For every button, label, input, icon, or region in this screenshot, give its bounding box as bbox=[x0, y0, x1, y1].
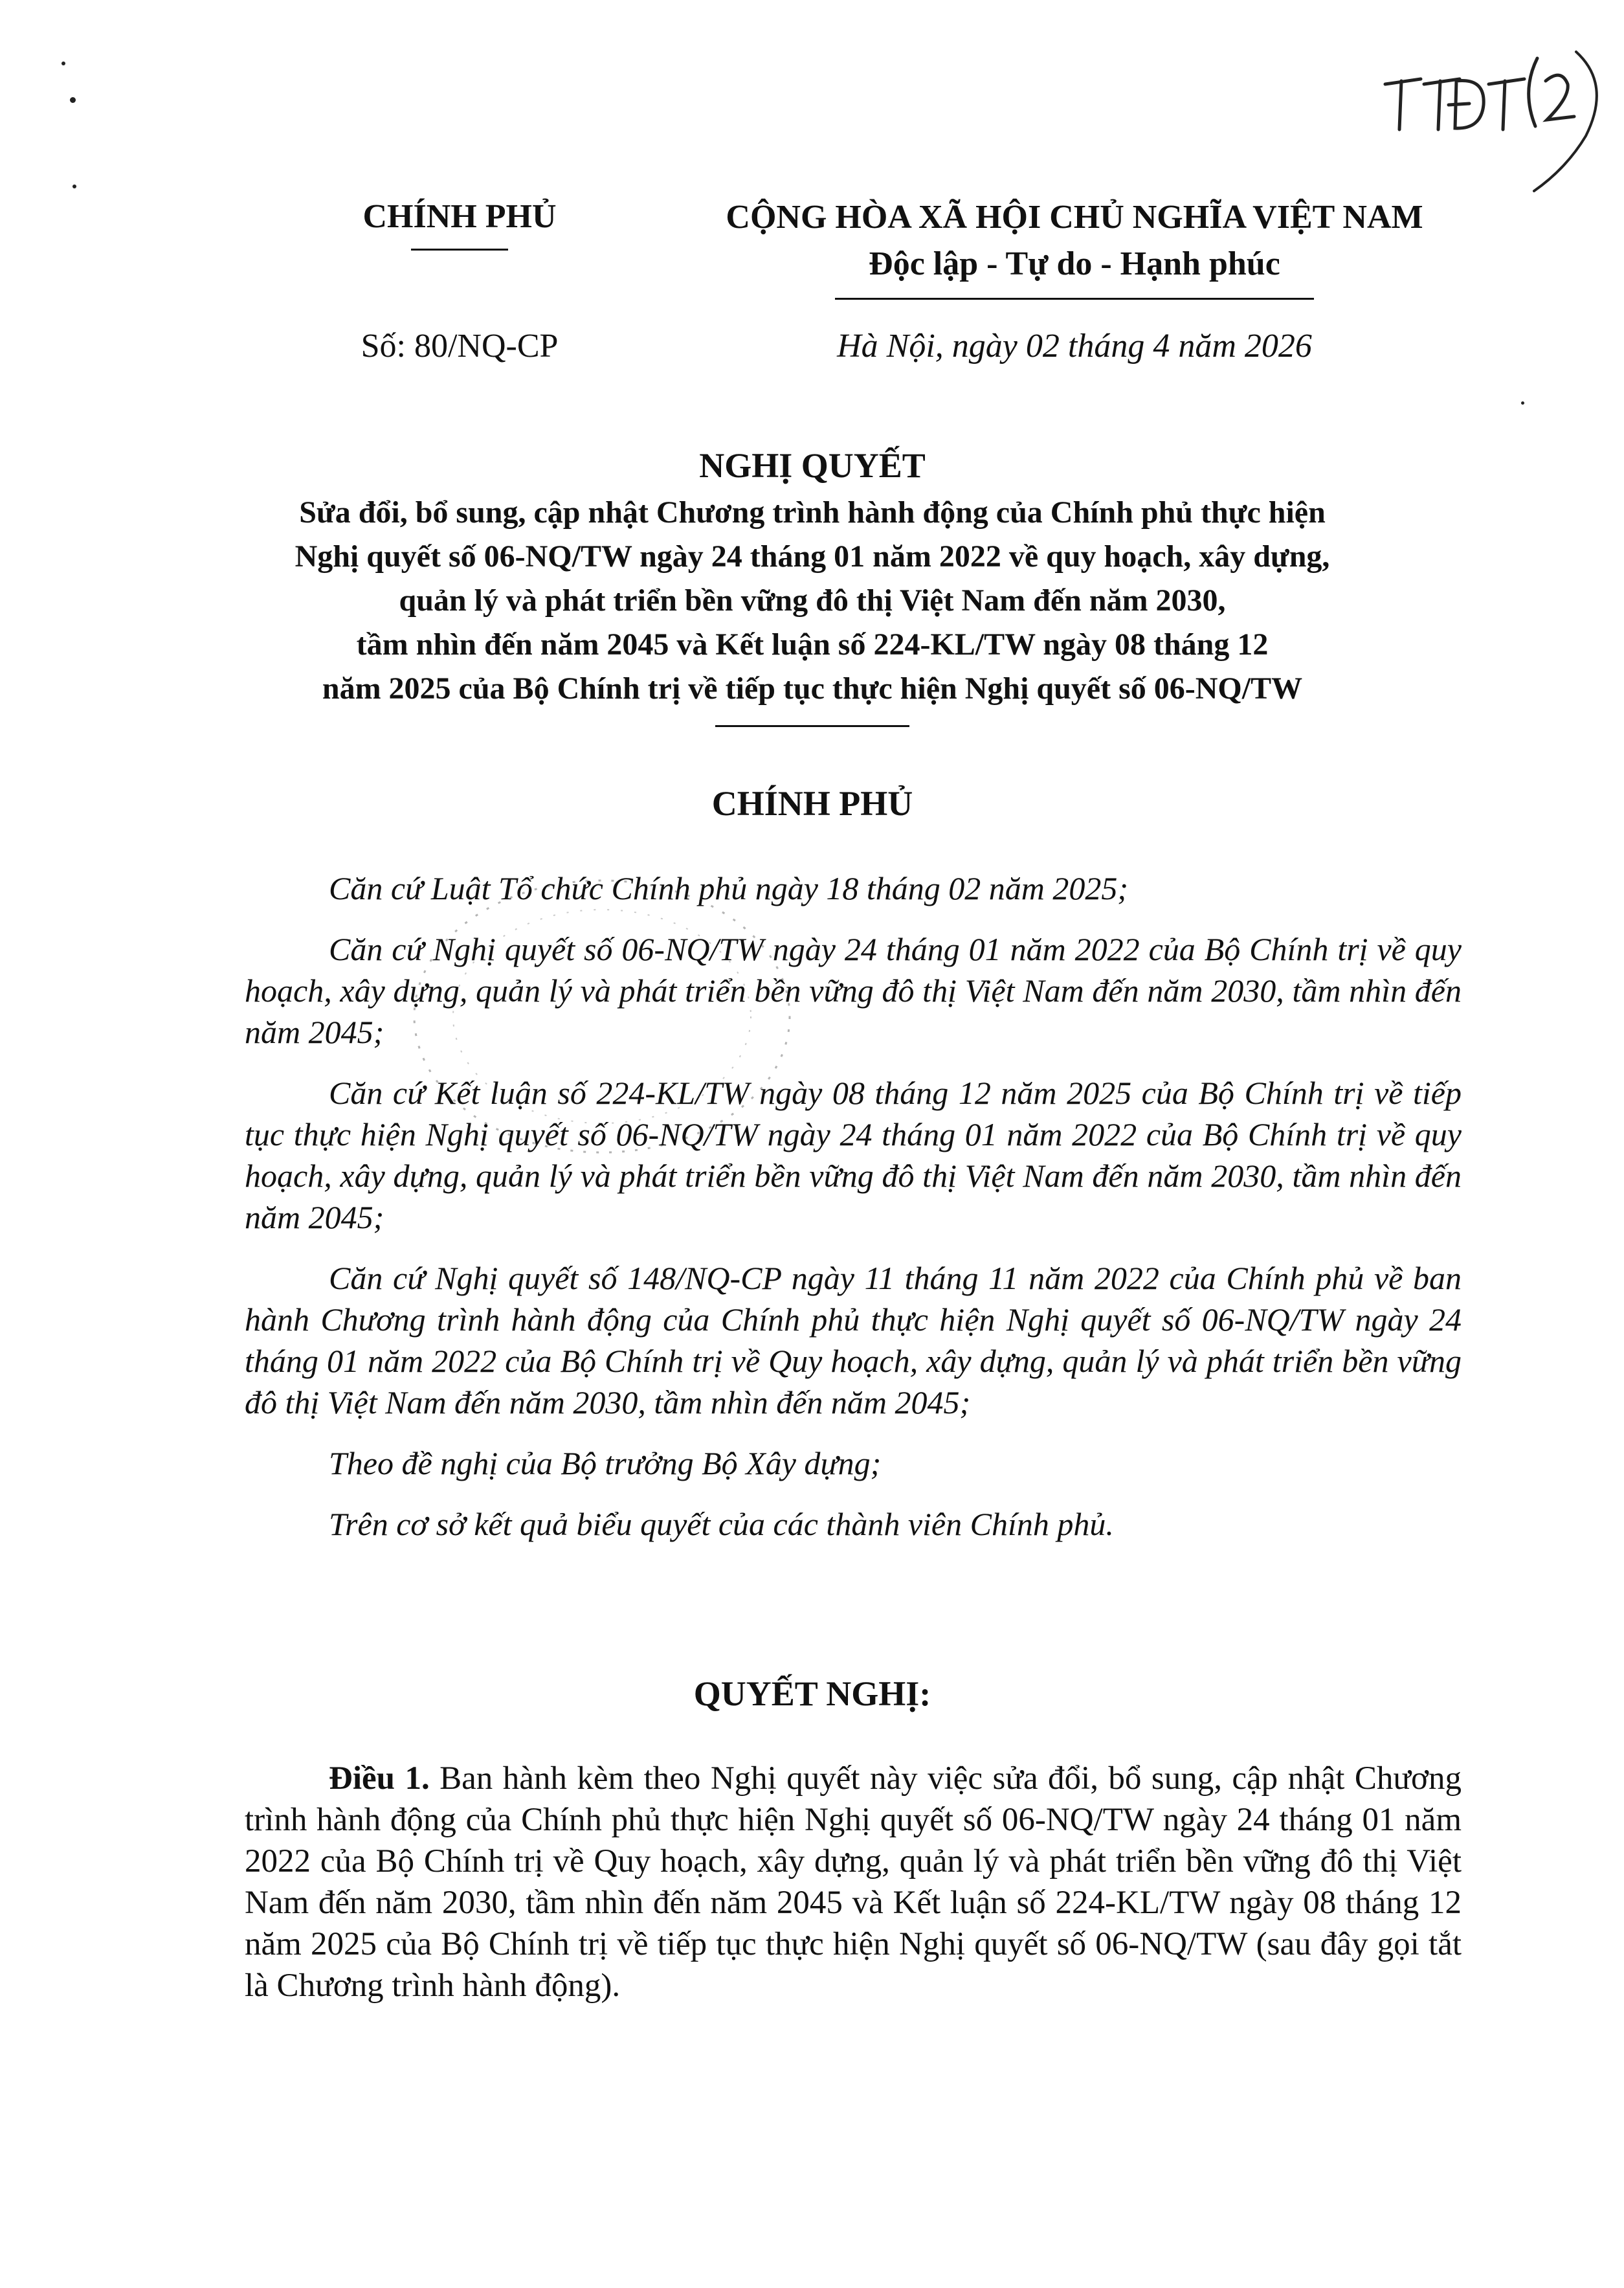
title-block bbox=[214, 440, 1411, 727]
scan-speck bbox=[70, 97, 76, 103]
national-motto: Độc lập - Tự do - Hạnh phúc bbox=[869, 245, 1280, 282]
basis-paragraph: Trên cơ sở kết quả biểu quyết của các thành viên Chính phủ. bbox=[329, 1506, 1114, 1542]
legal-basis bbox=[245, 868, 1462, 1564]
basis-paragraph: Căn cứ Nghị quyết số 148/NQ-CP ngày 11 tháng 11 năm 2022 của Chính phủ về ban hành Chương trình hành động của Chính phủ thực hiện Nghị quyết số 06-NQ/TW ngày 24 tháng 01 năm 2022 của Bộ Chính trị về Quy hoạch, xây dựng, quản lý và phát triển bền vững đô thị Việt Nam đến năm 2030, tầm nhìn đến năm 2045; bbox=[245, 1260, 1462, 1420]
scan-speck bbox=[61, 62, 65, 65]
issuing-body: CHÍNH PHỦ bbox=[711, 784, 913, 823]
scan-speck bbox=[1521, 401, 1524, 405]
basis-paragraph: Căn cứ Kết luận số 224-KL/TW ngày 08 tháng 12 năm 2025 của Bộ Chính trị về tiếp tục thực hiện Nghị quyết số 06-NQ/TW ngày 24 tháng 01 năm 2022 của Bộ Chính trị về quy hoạch, xây dựng, quản lý và phát triển bền vững đô thị Việt Nam đến năm 2030, tầm nhìn đến năm 2045; bbox=[245, 1075, 1462, 1235]
title-line: quản lý và phát triển bền vững đô thị Việt Nam đến năm 2030, bbox=[399, 583, 1226, 618]
basis-paragraph: Căn cứ Nghị quyết số 06-NQ/TW ngày 24 tháng 01 năm 2022 của Bộ Chính trị về quy hoạch, xây dựng, quản lý và phát triển bền vững đô thị Việt Nam đến năm 2030, tầm nhìn đến năm 2045; bbox=[245, 931, 1462, 1050]
title-line: Sửa đổi, bổ sung, cập nhật Chương trình hành động của Chính phủ thực hiện bbox=[299, 495, 1326, 530]
document-number: Số: 80/NQ-CP bbox=[361, 328, 559, 365]
country-name: CỘNG HÒA XÃ HỘI CHỦ NGHĨA VIỆT NAM bbox=[726, 199, 1423, 236]
basis-paragraph: Theo đề nghị của Bộ trưởng Bộ Xây dựng; bbox=[329, 1445, 882, 1481]
header-agency-block bbox=[311, 194, 608, 251]
header-national-block bbox=[647, 194, 1502, 300]
article-1-text: Ban hành kèm theo Nghị quyết này việc sửa đổi, bổ sung, cập nhật Chương trình hành động của Chính phủ thực hiện Nghị quyết số 06-NQ/TW ngày 24 tháng 01 năm 2022 của Bộ Chính trị về Quy hoạch, xây dựng, quản lý và phát triển bền vững đô thị Việt Nam đến năm 2030, tầm nhìn đến năm 2045 và Kết luận số 224-KL/TW ngày 08 tháng 12 năm 2025 của Bộ Chính trị về tiếp tục thực hiện Nghị quyết số 06-NQ/TW (sau đây gọi tắt là Chương trình hành động). bbox=[245, 1760, 1462, 2004]
title-line: Nghị quyết số 06-NQ/TW ngày 24 tháng 01 năm 2022 về quy hoạch, xây dựng, bbox=[295, 539, 1330, 574]
title-line: tầm nhìn đến năm 2045 và Kết luận số 224-KL/TW ngày 08 tháng 12 bbox=[356, 627, 1269, 662]
article-1-lead: Điều 1. bbox=[329, 1760, 430, 1797]
agency-name: CHÍNH PHỦ bbox=[362, 198, 557, 235]
article-1 bbox=[245, 1758, 1462, 2006]
resolves-heading: QUYẾT NGHỊ: bbox=[693, 1674, 931, 1713]
handwritten-note-icon bbox=[1372, 45, 1605, 194]
article-1-paragraph bbox=[245, 1758, 1462, 2006]
document-type: NGHỊ QUYẾT bbox=[699, 446, 926, 485]
title-underline bbox=[715, 725, 909, 727]
basis-paragraph: Căn cứ Luật Tổ chức Chính phủ ngày 18 tháng 02 năm 2025; bbox=[329, 870, 1129, 906]
title-line: năm 2025 của Bộ Chính trị về tiếp tục thực hiện Nghị quyết số 06-NQ/TW bbox=[322, 671, 1303, 706]
place-and-date: Hà Nội, ngày 02 tháng 4 năm 2026 bbox=[837, 328, 1312, 365]
agency-underline bbox=[411, 249, 508, 251]
motto-underline bbox=[835, 298, 1314, 300]
scan-speck bbox=[72, 185, 76, 188]
